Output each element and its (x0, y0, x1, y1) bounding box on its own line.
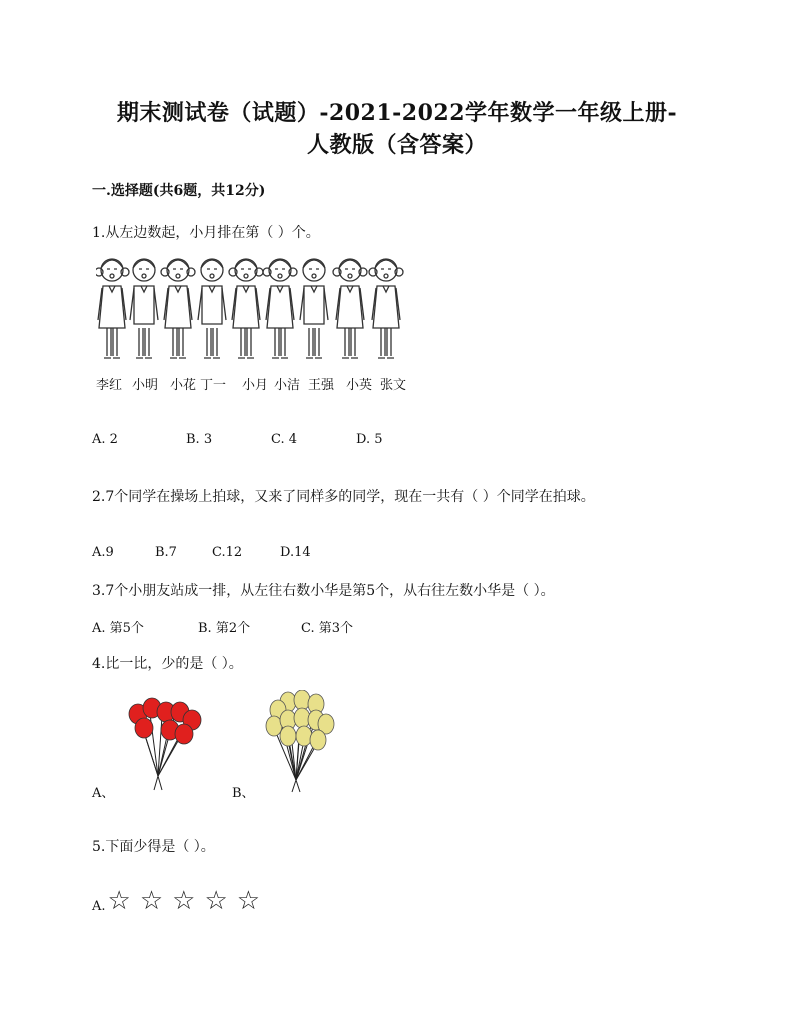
option-a[interactable]: A. 第5个 (92, 621, 144, 636)
child-legs (381, 328, 391, 356)
question-1: 1.从左边数起，小月排在第（ ）个。 (92, 225, 320, 241)
child-name: 小洁 (274, 378, 301, 393)
child-name: 丁一 (200, 378, 227, 393)
question-4: 4.比一比，少的是（ ）。 (92, 656, 243, 672)
child-collar (175, 286, 181, 292)
question-3-options (92, 617, 353, 636)
star-icon: ☆ (139, 886, 164, 916)
option-b[interactable]: B.7 (155, 545, 177, 560)
yellow-balloon (280, 726, 296, 746)
option-a[interactable]: A.9 (92, 545, 114, 560)
child-mouth (348, 274, 352, 278)
yellow-balloon (310, 730, 326, 750)
child-legs (241, 328, 251, 356)
child-name: 小花 (170, 378, 197, 393)
child-legs (139, 328, 149, 356)
option-b[interactable]: B. 第2个 (198, 621, 251, 636)
yellow-balloon (294, 708, 310, 728)
child-name: 小月 (242, 378, 269, 393)
children-names (96, 374, 416, 396)
star-icon: ☆ (204, 886, 228, 916)
question-5: 5.下面少得是（ ）。 (92, 839, 215, 855)
child-collar (243, 286, 249, 292)
option-a-label[interactable]: A、 (92, 786, 115, 801)
section-heading: 一.选择题(共6题，共12分) (92, 183, 266, 199)
child-hair (133, 260, 155, 268)
child-mouth (278, 274, 282, 278)
child-mouth (110, 274, 114, 278)
page-title-line1: 期末测试卷（试题）-2021-2022学年数学一年级上册- (116, 100, 678, 126)
question-1-options (92, 432, 383, 447)
star-icon: ☆ (236, 886, 261, 916)
page-title-line2: 人教版（含答案） (306, 132, 487, 158)
question-2: 2.7个同学在操场上拍球，又来了同样多的同学，现在一共有（ ）个同学在拍球。 (92, 489, 595, 505)
child-mouth (312, 274, 316, 278)
option-b[interactable]: B. 3 (186, 432, 213, 447)
child-collar (141, 286, 147, 292)
child-legs (309, 328, 319, 356)
child-hair (167, 260, 189, 268)
child-collar (347, 286, 353, 292)
child-name: 小英 (346, 378, 373, 393)
child-legs (275, 328, 285, 356)
child-collar (311, 286, 317, 292)
stars-option-a[interactable] (92, 888, 269, 914)
child-legs (173, 328, 183, 356)
child-mouth (210, 274, 214, 278)
question-2-options (92, 545, 311, 560)
child-pigtail (96, 268, 103, 276)
star-icon: ☆ (107, 886, 131, 916)
child-legs (107, 328, 117, 356)
red-balloons-image[interactable] (118, 690, 218, 794)
option-a[interactable]: A. 2 (92, 432, 118, 447)
child-mouth (176, 274, 180, 278)
child-legs (207, 328, 217, 356)
yellow-balloon (266, 716, 282, 736)
child-name: 李红 (96, 378, 123, 393)
child-hair (269, 260, 291, 268)
yellow-balloons-image[interactable] (258, 690, 348, 794)
yellow-balloon (294, 690, 310, 710)
child-hair (101, 260, 123, 268)
option-b-label[interactable]: B、 (232, 786, 255, 801)
child-collar (277, 286, 283, 292)
child-hair (375, 260, 397, 268)
option-c[interactable]: C.12 (212, 545, 243, 560)
child-hair (339, 260, 361, 268)
red-balloon (175, 724, 193, 744)
question-3: 3.7个小朋友站成一排，从左往右数小华是第5个，从右往左数小华是（ ）。 (92, 583, 555, 599)
child-name: 张文 (380, 378, 407, 393)
child-mouth (142, 274, 146, 278)
child-collar (109, 286, 115, 292)
child-hair (303, 260, 325, 268)
option-d[interactable]: D. 5 (356, 432, 383, 447)
child-mouth (244, 274, 248, 278)
child-name: 王强 (308, 378, 335, 393)
option-d[interactable]: D.14 (280, 545, 311, 560)
star-icon: ☆ (172, 886, 196, 916)
child-hair (201, 260, 223, 268)
option-a-label: A. (92, 899, 106, 914)
child-name: 小明 (132, 378, 159, 393)
option-c[interactable]: C. 4 (271, 432, 298, 447)
child-collar (209, 286, 215, 292)
yellow-balloon (296, 726, 312, 746)
child-collar (383, 286, 389, 292)
red-balloon (135, 718, 153, 738)
child-mouth (384, 274, 388, 278)
child-legs (345, 328, 355, 356)
child-hair (235, 260, 257, 268)
option-c[interactable]: C. 第3个 (301, 621, 354, 636)
